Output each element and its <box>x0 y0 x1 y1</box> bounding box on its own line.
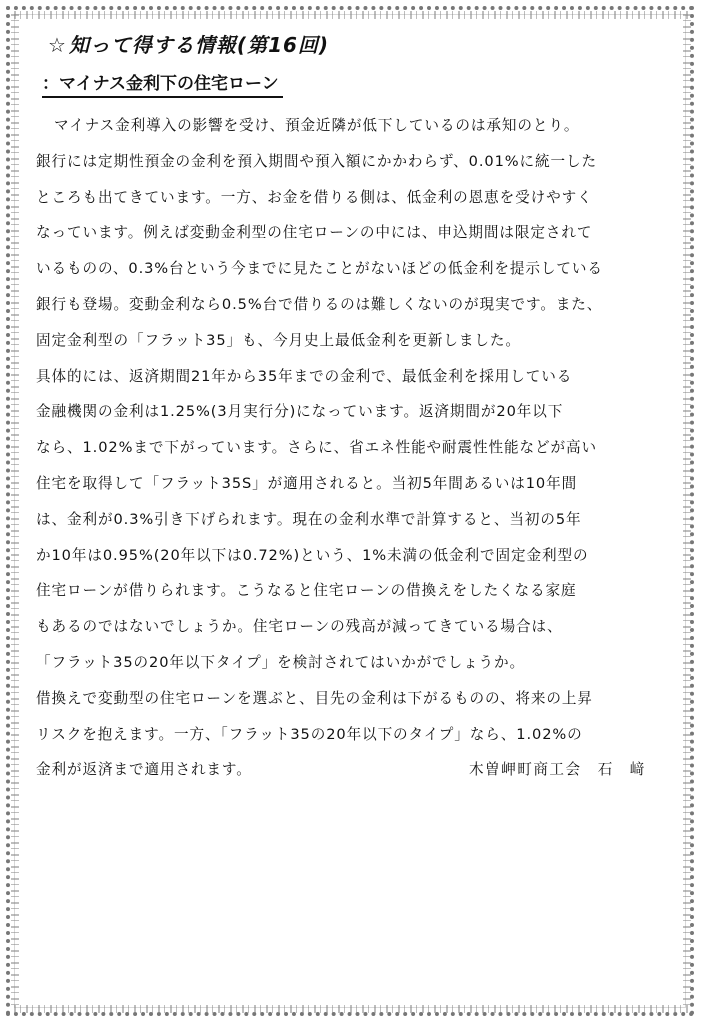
body-line: マイナス金利導入の影響を受け、預金近隣が低下しているのは承知のとり。 <box>54 117 580 134</box>
body-line: 住宅ローンが借りられます。こうなると住宅ローンの借換えをしたくなる家庭 <box>36 582 577 600</box>
article-subtitle: ：マイナス金利下の住宅ローン <box>42 72 283 98</box>
body-line: リスクを抱えます。一方、「フラット35の20年以下のタイプ」なら、1.02%の <box>36 725 583 743</box>
body-line: なっています。例えば変動金利型の住宅ローンの中には、申込期間は限定されて <box>36 224 593 242</box>
body-line: いるものの、0.3%台という今までに見たことがないほどの低金利を提示している <box>36 260 603 278</box>
body-line: なら、1.02%まで下がっています。さらに、省エネ性能や耐震性性能などが高い <box>36 439 597 457</box>
right-decorative-border <box>683 14 691 1010</box>
closing-line <box>36 752 666 788</box>
body-line: 「フラット35の20年以下タイプ」を検討されてはいかがでしょうか。 <box>36 653 526 671</box>
body-line: 銀行には定期性預金の金利を預入期間や預入額にかかわらず、0.01%に統一した <box>36 152 597 170</box>
star-icon: ☆ <box>48 33 67 57</box>
body-line: 金融機関の金利は1.25%(3月実行分)になっています。返済期間が20年以下 <box>36 403 564 421</box>
bottom-decorative-border <box>14 1005 688 1013</box>
body-line: もあるのではないでしょうか。住宅ローンの残高が減ってきている場合は、 <box>36 618 563 636</box>
body-line: 住宅を取得して「フラット35S」が適用されると。当初5年間あるいは10年間 <box>36 474 578 492</box>
document-content <box>36 30 666 788</box>
left-decorative-border <box>11 14 19 1010</box>
last-body-line: 金利が返済まで適用されます。 <box>36 761 252 779</box>
author-signature: 木曽岬町商工会 石 﨑 <box>468 761 646 779</box>
body-line: 銀行も登場。変動金利なら0.5%台で借りるのは難しくないのが現実です。また、 <box>36 295 603 313</box>
body-line: 借換えで変動型の住宅ローンを選ぶと、目先の金利は下がるものの、将来の上昇 <box>36 689 593 707</box>
article-body <box>36 108 666 788</box>
body-line: 固定金利型の「フラット35」も、今月史上最低金利を更新しました。 <box>36 331 521 349</box>
page-title-text: 知って得する情報(第16回) <box>68 33 330 57</box>
body-line: 具体的には、返済期間21年から35年までの金利で、最低金利を採用している <box>36 367 573 385</box>
body-line: か10年は0.95%(20年以下は0.72%)という、1%未満の低金利で固定金利型の <box>36 546 589 564</box>
body-line: ところも出てきています。一方、お金を借りる側は、低金利の恩恵を受けやすく <box>36 188 593 206</box>
page-title <box>48 30 666 60</box>
top-decorative-border <box>14 11 688 19</box>
body-line: は、金利が0.3%引き下げられます。現在の金利水準で計算すると、当初の5年 <box>36 510 582 528</box>
